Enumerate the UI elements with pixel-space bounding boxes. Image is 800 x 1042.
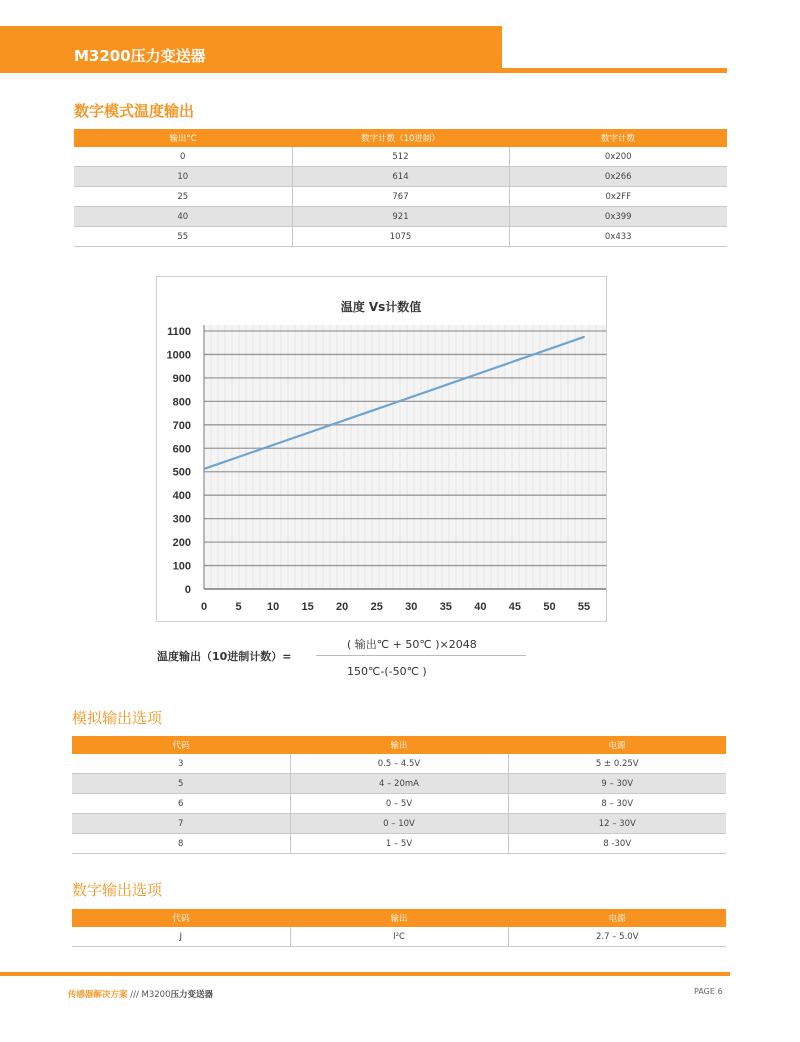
formula-denominator: 150℃-(-50℃ ) [347, 665, 427, 678]
column-header: 代码 [72, 736, 290, 754]
table-cell: 5 ± 0.25V [508, 754, 726, 774]
x-tick-label: 0 [200, 601, 208, 613]
y-tick-label: 600 [172, 443, 191, 456]
table-cell: 767 [292, 187, 509, 207]
y-tick-label: 800 [172, 396, 191, 409]
chart-svg [157, 277, 606, 621]
table-cell: 0 – 5V [290, 794, 508, 814]
digital-output-table [72, 909, 726, 947]
table-cell: 40 [74, 207, 292, 227]
table-cell: 1 – 5V [290, 834, 508, 854]
table-cell: 7 [72, 814, 290, 834]
footer-product: 压力变送器 [170, 990, 213, 1000]
column-header: 电源 [508, 909, 726, 927]
footer-brand [68, 988, 213, 1000]
table-cell: 0 – 10V [290, 814, 508, 834]
digital-temp-table [74, 129, 727, 247]
analog-output-table [72, 736, 726, 854]
formula-fraction-bar [316, 655, 526, 656]
digital-output-title: 数字输出选项 [72, 881, 163, 899]
table-cell: 0x399 [509, 207, 727, 227]
x-tick-label: 30 [405, 601, 418, 613]
y-tick-label: 900 [172, 372, 191, 385]
page-title: M3200压力变送器 [74, 47, 206, 65]
x-tick-label: 5 [235, 601, 242, 613]
table-cell: 0x433 [509, 227, 727, 247]
x-tick-label: 45 [508, 601, 522, 613]
table-cell: 8 – 30V [508, 794, 726, 814]
x-tick-label: 25 [370, 601, 383, 613]
table-cell: 4 – 20mA [290, 774, 508, 794]
x-tick-label: 50 [543, 601, 556, 613]
table-cell: 0x266 [509, 167, 727, 187]
table-row [74, 167, 727, 187]
table-cell: 55 [74, 227, 292, 247]
table-cell: 0x2FF [509, 187, 727, 207]
table-cell: 2.7 – 5.0V [508, 927, 726, 947]
temp-count-chart [156, 276, 607, 622]
data-point [479, 372, 481, 374]
column-header: 输出 [290, 736, 508, 754]
y-tick-label: 400 [172, 490, 191, 503]
digital-temp-title: 数字模式温度输出 [74, 102, 195, 120]
data-point [376, 408, 378, 410]
table-cell: 9 – 30V [508, 774, 726, 794]
y-tick-label: 0 [184, 584, 191, 596]
y-tick-label: 300 [172, 513, 191, 526]
data-point [272, 444, 274, 446]
x-tick-label: 35 [439, 601, 452, 613]
y-tick-label: 700 [172, 419, 191, 432]
table-cell: 0x200 [509, 147, 727, 167]
x-tick-label: 15 [301, 601, 314, 613]
table-cell: 3 [72, 754, 290, 774]
table-cell: 0 [74, 147, 292, 167]
table-cell: 8 [72, 834, 290, 854]
table-header-row [72, 736, 726, 754]
table-row [74, 207, 727, 227]
column-header: 数字计数（10进制） [292, 129, 509, 147]
table-cell: 0.5 – 4.5V [290, 754, 508, 774]
footer-brand-name: 传感器解决方案 [68, 990, 128, 1000]
table-cell: 512 [292, 147, 509, 167]
footer-rule [0, 972, 730, 976]
table-row [74, 227, 727, 247]
column-header: 输出 [290, 909, 508, 927]
table-cell: 921 [292, 207, 509, 227]
table-cell: 6 [72, 794, 290, 814]
table-header-row [72, 909, 726, 927]
x-tick-label: 10 [266, 601, 280, 613]
table-cell: 25 [74, 187, 292, 207]
table-row [72, 814, 726, 834]
table-cell: I²C [290, 927, 508, 947]
column-header: 代码 [72, 909, 290, 927]
table-row [72, 774, 726, 794]
data-point [583, 336, 585, 338]
x-tick-label: 20 [336, 601, 349, 613]
y-tick-label: 1100 [167, 326, 191, 338]
table-row [74, 147, 727, 167]
table-row [72, 834, 726, 854]
formula-numerator: ( 输出℃ + 50℃ )×2048 [347, 638, 477, 651]
table-row [74, 187, 727, 207]
footer-separator: /// [127, 990, 139, 1000]
data-point [203, 468, 205, 470]
table-row [72, 794, 726, 814]
table-row [72, 754, 726, 774]
analog-output-title: 模拟输出选项 [72, 709, 163, 727]
footer-model: M3200 [141, 990, 171, 1000]
formula-label: 温度输出（10进制计数）= [157, 650, 292, 663]
x-tick-label: 40 [474, 601, 487, 613]
table-row [72, 927, 726, 947]
column-header: 输出°C [74, 129, 292, 147]
y-tick-label: 500 [172, 466, 191, 479]
x-tick-label: 55 [577, 601, 591, 613]
table-cell: 8 -30V [508, 834, 726, 854]
table-cell: J [72, 927, 290, 947]
table-cell: 12 – 30V [508, 814, 726, 834]
column-header: 数字计数 [509, 129, 727, 147]
y-tick-label: 100 [172, 560, 191, 573]
chart-title: 温度 Vs计数值 [340, 300, 422, 314]
table-header-row [74, 129, 727, 147]
table-cell: 10 [74, 167, 292, 187]
plot-area [204, 325, 606, 589]
table-cell: 1075 [292, 227, 509, 247]
column-header: 电源 [508, 736, 726, 754]
header-rule [0, 68, 727, 73]
table-cell: 5 [72, 774, 290, 794]
y-tick-label: 1000 [166, 349, 191, 362]
table-cell: 614 [292, 167, 509, 187]
y-tick-label: 200 [172, 537, 191, 550]
page-number: PAGE 6 [694, 987, 723, 996]
